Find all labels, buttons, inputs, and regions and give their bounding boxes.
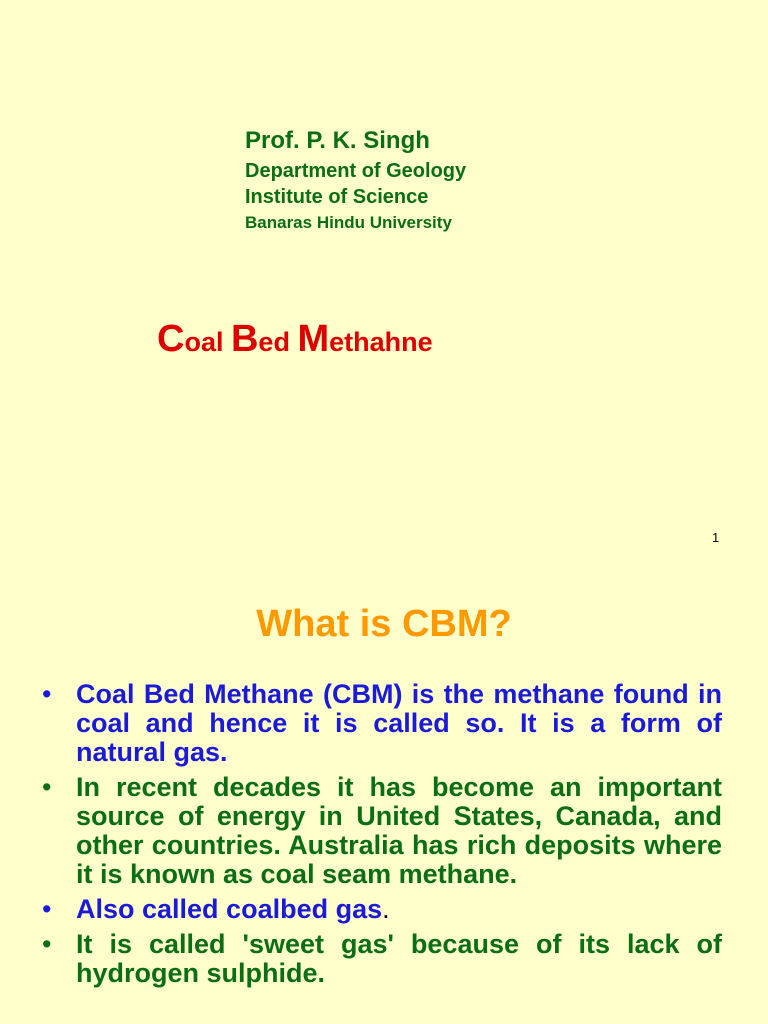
author-name: Prof. P. K. Singh bbox=[245, 127, 430, 154]
slide-1-title bbox=[157, 318, 433, 361]
bullet-list bbox=[42, 680, 722, 994]
title-initial-b: B bbox=[230, 318, 259, 360]
bullet-item-2 bbox=[42, 773, 722, 889]
slide-2-title: What is CBM? bbox=[256, 603, 512, 645]
title-initial-c: C bbox=[157, 318, 185, 360]
bullet-text-3: Also called coalbed gas bbox=[76, 894, 383, 924]
author-university: Banaras Hindu University bbox=[245, 213, 452, 232]
bullet-dot-icon: • bbox=[42, 772, 52, 802]
author-block bbox=[245, 126, 466, 235]
bullet-dot-icon: • bbox=[42, 894, 52, 924]
bullet-item-3 bbox=[42, 895, 722, 924]
author-department: Department of Geology bbox=[245, 160, 467, 182]
bullet-suffix-3: . bbox=[382, 894, 390, 924]
bullet-text-4: It is called 'sweet gas' because of its lack of hydrogen sulphide. bbox=[76, 929, 722, 988]
bullet-item-4 bbox=[42, 930, 722, 988]
bullet-text-2: In recent decades it has become an important source of energy in United States, Canada, and other countries. Australia has rich deposits where it is known as coal seam methane. bbox=[76, 772, 722, 889]
title-initial-m: M bbox=[297, 318, 330, 360]
author-institute: Institute of Science bbox=[245, 186, 429, 208]
page-number: 1 bbox=[712, 530, 720, 545]
bullet-text-1: Coal Bed Methane (CBM) is the methane found in coal and hence it is called so. It is a form of natural gas. bbox=[76, 679, 722, 767]
title-rest-coal: oal bbox=[184, 327, 231, 357]
title-rest-bed: ed bbox=[258, 327, 298, 357]
title-rest-methahne: ethahne bbox=[329, 327, 433, 357]
bullet-dot-icon: • bbox=[42, 929, 52, 959]
bullet-item-1 bbox=[42, 680, 722, 767]
bullet-dot-icon: • bbox=[42, 679, 52, 709]
